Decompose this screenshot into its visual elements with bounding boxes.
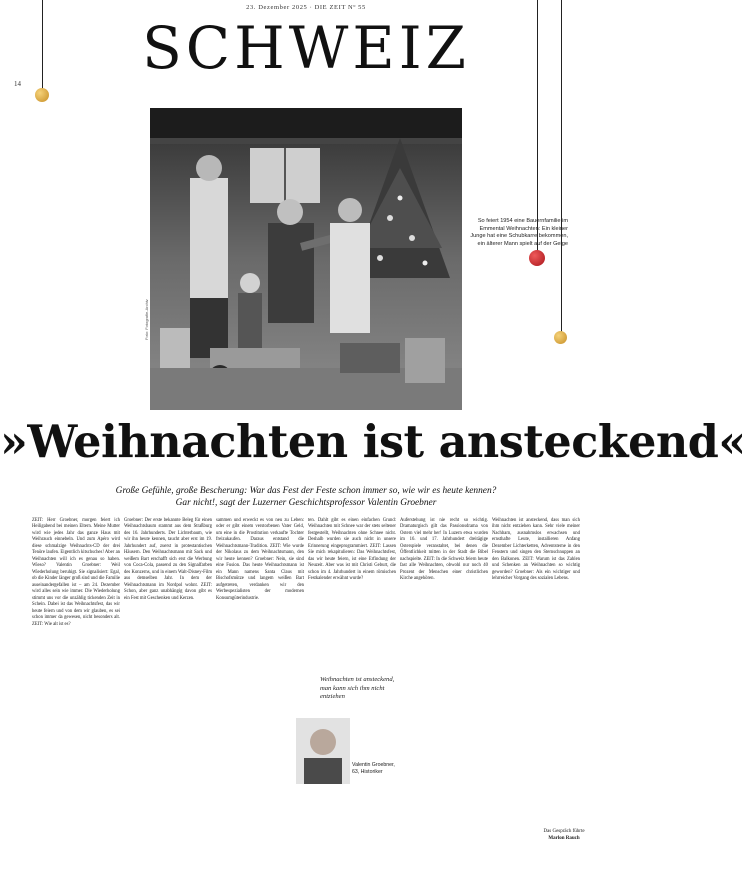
page-number: 14 [14,80,21,88]
author-portrait [296,718,350,784]
body-column-1: ZEIT: Herr Groebner, morgen feiert ich Heiligabend bei meinen Eltern. Meine Mutter wird wie jedes Jahr das ganze Haus mit Weihrauch einnebeln. Und zum Apéro wird diese schmalzige Weihnachts-CD der drei Tenöre laufen. Eigentlich kitschsches! Aber an Weihnachten will ich es genau so haben. Wieso? Valentin Groebner: Weil Wiederholung beruhigt. Sie signalisiert: Egal, ob die Kinder länger groß sind und die Familie auseinandergefallen ist – am 24. Dezember wird alles sein wie immer. Die Wiederholung stimmt uns vor die unzählig tickenden Zeit in Schein. Dabei ist das Weihnachtsfest, das wir heute feiern und von dem wir glauben, es sei schon immer da gewesen, nicht besonders alt. ZEIT: Wie alt ist es? [32,518,121,627]
portrait-caption: Valentin Groebner, 63, Historiker [352,762,395,776]
body-column-3: sammen und erweckt es von neu zu Leben: oder er gibt einem verstorbenen Vater Geld, um eine in die Prostitution verkaufte Tochter freizukaufen. Daraus entstand die Weihnachtsmann-Tradition. ZEIT: Wie wurde der Nikolaus zu dem Weihnachtsmann, den wir heute kennen? Groebner: Nein, sie sind eine Fusion. Das heute Weihnachtsmann ist ein Mann namens Santa Claus mit Bischofsmütze und langem weißen Bart aufgetreten, verdanken wir den Werbespezialisten der modernen Konsumgüterindustrie. [216,518,304,601]
historic-family-photo [150,108,462,410]
body-column-4: ten. Dahlt gibt es einen einfachen Grund: Weihnachten mit Schnee war der stets seltener festgestellt, Weihnachten ohne Schnee nicht. Deshalb wurden sie auch nicht in unsere Erinnerung eingeprogrammiert. ZEIT: Lassen Sie mich rekapitulieren: Das Weihnachtsfest, das wir heute feiern, ist eine Erfindung der Neuzeit. Aber was ist mit Christi Geburt, die schon im 4. Jahrhundert in einem römischen Festkalender erwähnt wurde? [308,518,396,582]
body-column-5: Auferstehung ist nie recht so wichtig. Dramaturgisch gilt das Passionsdrama von Ostern viel mehr her! In Luzern etwa wurden im 16. und 17. Jahrhundert dreitägige Osterspiele veranstaltet, bei denen die Öffentlichkeit mitten in der Stadt die Bibel nachspielte. ZEIT: In die Schweiz feiern heute fast alle Weihnachten, obwohl nur noch 40 Prozent der Menschen einer christlichen Kirche angehören. [400,518,488,582]
deck-line-1: Große Gefühle, große Bescherung: War das Fest der Feste schon immer so, wie wir es heute kennen? [115,486,497,496]
ornament-ball-icon [35,88,49,102]
signoff-intro: Das Gespräch führte [543,829,585,834]
deck-line-2: Gar nicht!, sagt der Luzerner Geschichtsprofessor Valentin Groebner [175,498,437,509]
photo-caption: So feiert 1954 eine Bauernfamilie im Emmental Weihnachten: Ein kleiner Junge hat eine Schubkarre bekommen, ein älterer Mann spielt auf der Geige [470,218,568,247]
photo-credit: Foto: Fotografie-Archiv [144,299,149,340]
article-deck [0,485,612,510]
interview-signoff [520,828,608,842]
body-column-6: Weihnachten ist ansteckend, dass man sich ihm nicht entziehen kann. Sehr viele meiner Nachbarn, ausnahmslos erwachsen und ernsthafte Leute, installieren Anfang Dezember Lichterketten, Adventsterne in den Fenstern und singen den Sternschnuppen an den Balkonen. ZEIT: Warum ist das Zahlen und Schenken an Weihnachten so wichtig geworden? Groebner: Als ein wichtiger und lehrreicher Vorgang des sozialen Lebens. [492,518,580,582]
signoff-name: Marlon Rauch [548,836,580,841]
body-column-2: Groebner: Der erste bekannte Beleg für einen Weihnachtsbaum stammt aus dem Straßburg des 16. Jahrhunderts. Der Lichterbaum, wie wir ihn heute kennen, taucht aber erst im 19. Jahrhundert auf, zuerst in protestantischen Häusern. Den Weihnachtsmann mit Sack und weißem Bart erschafft sich erst die Werbung von Coca-Cola, passend zu den Signalfarben des Konzerns, und in einem Walt-Disney-Film aus demselben Jahr. In dem der Weihnachtsmann im Nordpol wohnt. ZEIT: Schon, aber ganz unabhängig davon gibt es ein Fest mit Geschenken und Kerzen. [124,518,212,601]
ornament-ball-icon [554,331,567,344]
pull-quote: Weihnachten ist ansteckend, man kann sich ihm nicht entziehen [320,676,395,701]
issue-dateline: 23. Dezember 2025 · DIE ZEIT Nº 55 [246,4,366,11]
section-title: SCHWEIZ [142,14,470,82]
ornament-ball-icon [529,250,545,266]
ornament-gold-left [32,0,52,104]
ornament-gold-bottom-right [551,0,571,346]
article-headline: »Weihnachten ist ansteckend« [0,416,746,468]
